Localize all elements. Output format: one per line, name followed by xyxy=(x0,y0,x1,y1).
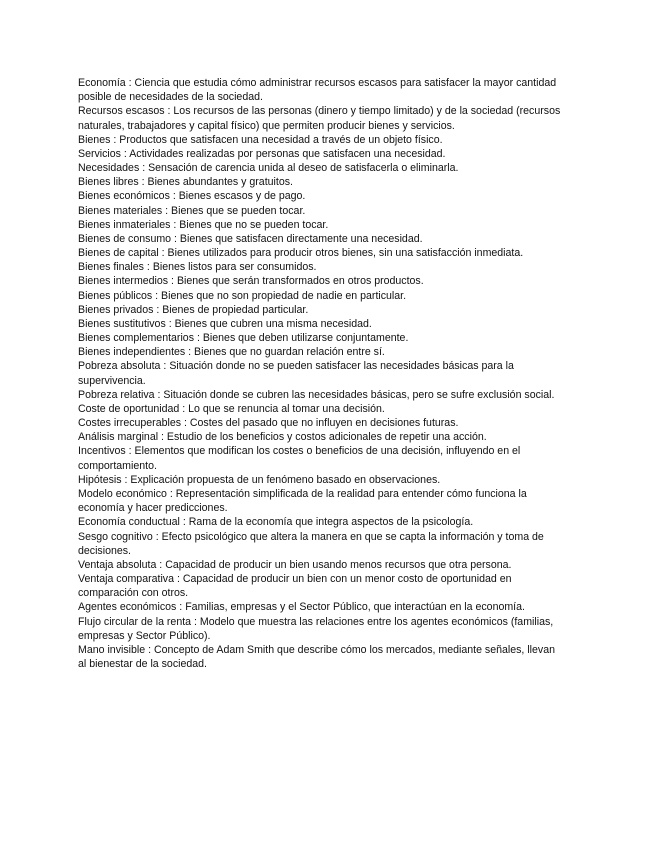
glossary-definition: Explicación propuesta de un fenómeno basado en observaciones. xyxy=(130,473,441,486)
glossary-definition: Ciencia que estudia cómo administrar recursos escasos para satisfacer la mayor cantidad posible de necesidades de la sociedad. xyxy=(78,77,557,104)
glossary-definition: Estudio de los beneficios y costos adicionales de repetir una acción. xyxy=(166,431,487,444)
glossary-term: Análisis marginal xyxy=(78,431,159,444)
glossary-definition: Bienes que no guardan relación entre sí. xyxy=(194,346,385,359)
glossary-document xyxy=(78,76,566,671)
glossary-term: Bienes intermedios xyxy=(78,275,169,288)
glossary-entry xyxy=(78,515,566,529)
term-separator: : xyxy=(179,516,189,529)
term-separator: : xyxy=(152,530,162,543)
term-separator: : xyxy=(158,431,167,444)
glossary-definition: Familias, empresas y el Sector Público, que interactúan en la economía. xyxy=(185,601,525,614)
glossary-definition: Bienes que no son propiedad de nadie en particular. xyxy=(161,289,407,302)
glossary-definition: Bienes de propiedad particular. xyxy=(162,303,309,316)
glossary-term: Bienes inmateriales xyxy=(78,218,171,231)
glossary-entry xyxy=(78,161,566,175)
glossary-entry xyxy=(78,331,566,345)
glossary-term: Economía xyxy=(78,77,126,89)
glossary-term: Servicios xyxy=(78,147,121,160)
glossary-definition: Situación donde no se pueden satisfacer las necesidades básicas para la supervivencia. xyxy=(78,360,514,387)
glossary-entry xyxy=(78,600,566,614)
term-separator: : xyxy=(162,204,172,217)
glossary-entry xyxy=(78,133,566,147)
glossary-definition: Capacidad de producir un bien usando menos recursos que otra persona. xyxy=(165,558,512,571)
glossary-term: Bienes sustitutivos xyxy=(78,317,166,330)
glossary-definition: Representación simplificada de la realidad para entender cómo funciona la economía y hacer predicciones. xyxy=(78,487,527,515)
glossary-definition: Bienes que serán transformados en otros productos. xyxy=(176,275,424,288)
glossary-term: Bienes de capital xyxy=(78,247,159,260)
glossary-definition: Productos que satisfacen una necesidad a través de un objeto físico. xyxy=(119,133,443,146)
glossary-entry xyxy=(78,246,566,260)
term-separator: : xyxy=(158,247,168,260)
term-separator: : xyxy=(143,261,153,274)
glossary-term: Coste de oportunidad xyxy=(78,402,180,415)
glossary-term: Bienes de consumo xyxy=(78,232,172,245)
glossary-term: Bienes privados xyxy=(78,303,154,316)
glossary-entry xyxy=(78,232,566,246)
glossary-term: Sesgo cognitivo xyxy=(78,530,153,543)
glossary-term: Pobreza absoluta xyxy=(78,360,161,373)
glossary-definition: Rama de la economía que integra aspectos de la psicología. xyxy=(188,516,474,529)
glossary-entry xyxy=(78,303,566,317)
glossary-term: Bienes económicos xyxy=(78,190,170,203)
glossary-entry xyxy=(78,76,566,104)
glossary-entry xyxy=(78,487,566,515)
term-separator: : xyxy=(121,473,131,486)
glossary-entry xyxy=(78,175,566,189)
term-separator: : xyxy=(176,601,186,614)
term-separator: : xyxy=(171,232,180,245)
term-separator: : xyxy=(181,417,190,430)
glossary-definition: Bienes que deben utilizarse conjuntamente. xyxy=(202,332,409,345)
glossary-entry xyxy=(78,643,566,671)
glossary-entry xyxy=(78,416,566,430)
glossary-term: Incentivos xyxy=(78,445,126,458)
glossary-definition: Concepto de Adam Smith que describe cómo los mercados, mediante señales, llevan al bienestar de la sociedad. xyxy=(78,643,555,671)
glossary-entry xyxy=(78,147,566,161)
term-separator: : xyxy=(153,303,163,316)
glossary-definition: Bienes que se pueden tocar. xyxy=(171,204,306,217)
glossary-term: Bienes independientes xyxy=(78,346,186,359)
glossary-definition: Bienes listos para ser consumidos. xyxy=(152,261,317,274)
glossary-definition: Bienes utilizados para producir otros bienes, sin una satisfacción inmediata. xyxy=(167,247,524,260)
glossary-definition: Actividades realizadas por personas que satisfacen una necesidad. xyxy=(129,147,446,160)
glossary-term: Pobreza relativa xyxy=(78,388,155,401)
glossary-term: Bienes materiales xyxy=(78,204,163,217)
term-separator: : xyxy=(145,643,154,656)
glossary-definition: Sensación de carencia unida al deseo de satisfacerla o eliminarla. xyxy=(148,162,459,175)
glossary-entry xyxy=(78,572,566,600)
glossary-term: Economía conductual xyxy=(78,516,180,529)
glossary-entry xyxy=(78,345,566,359)
glossary-entry xyxy=(78,189,566,203)
glossary-term: Agentes económicos xyxy=(78,601,177,614)
glossary-entry xyxy=(78,289,566,303)
glossary-entry xyxy=(78,104,566,132)
term-separator: : xyxy=(120,147,130,160)
glossary-entry xyxy=(78,274,566,288)
glossary-entry xyxy=(78,359,566,387)
glossary-term: Costes irrecuperables xyxy=(78,417,182,430)
glossary-term: Modelo económico xyxy=(78,487,167,500)
glossary-definition: Bienes abundantes y gratuitos. xyxy=(147,176,293,189)
term-separator: : xyxy=(174,573,183,586)
glossary-entry xyxy=(78,615,566,643)
glossary-definition: Bienes que cubren una misma necesidad. xyxy=(174,317,372,330)
glossary-entry xyxy=(78,530,566,558)
glossary-entry xyxy=(78,473,566,487)
glossary-term: Bienes finales xyxy=(78,261,144,274)
term-separator: : xyxy=(185,346,195,359)
glossary-definition: Elementos que modifican los costes o beneficios de una decisión, influyendo en el comportamiento. xyxy=(78,445,521,472)
term-separator: : xyxy=(139,162,149,175)
glossary-entry xyxy=(78,430,566,444)
glossary-term: Hipótesis xyxy=(78,473,122,486)
glossary-definition: Bienes escasos y de pago. xyxy=(178,190,306,203)
term-separator: : xyxy=(165,317,175,330)
glossary-term: Bienes complementarios xyxy=(78,332,194,345)
glossary-definition: Lo que se renuncia al tomar una decisión. xyxy=(188,402,385,415)
term-separator: : xyxy=(152,289,162,302)
glossary-entry xyxy=(78,402,566,416)
term-separator: : xyxy=(170,218,180,231)
glossary-entry xyxy=(78,444,566,472)
glossary-term: Ventaja absoluta xyxy=(78,558,157,571)
glossary-term: Bienes públicos xyxy=(78,289,153,302)
term-separator: : xyxy=(160,360,170,373)
glossary-entry xyxy=(78,388,566,402)
glossary-term: Bienes xyxy=(78,133,111,146)
term-separator: : xyxy=(191,615,200,628)
glossary-entry xyxy=(78,558,566,572)
term-separator: : xyxy=(125,77,135,89)
glossary-term: Recursos escasos xyxy=(78,105,165,118)
term-separator: : xyxy=(154,388,164,401)
term-separator: : xyxy=(110,133,120,146)
glossary-definition: Situación donde se cubren las necesidades básicas, pero se sufre exclusión social. xyxy=(163,388,555,401)
glossary-definition: Bienes que no se pueden tocar. xyxy=(179,218,329,231)
term-separator: : xyxy=(169,190,179,203)
glossary-definition: Capacidad de producir un bien con un menor costo de oportunidad en comparación con otros. xyxy=(78,573,512,600)
glossary-term: Mano invisible xyxy=(78,643,146,656)
term-separator: : xyxy=(166,487,176,500)
glossary-entry xyxy=(78,218,566,232)
glossary-definition: Efecto psicológico que altera la manera en que se capta la información y toma de decisiones. xyxy=(78,530,544,557)
glossary-entry xyxy=(78,260,566,274)
glossary-term: Necesidades xyxy=(78,162,140,175)
term-separator: : xyxy=(179,402,189,415)
glossary-entry xyxy=(78,204,566,218)
glossary-definition: Costes del pasado que no influyen en decisiones futuras. xyxy=(189,417,459,430)
term-separator: : xyxy=(194,332,203,345)
glossary-entry xyxy=(78,317,566,331)
term-separator: : xyxy=(125,445,135,458)
term-separator: : xyxy=(168,275,177,288)
term-separator: : xyxy=(156,558,166,571)
term-separator: : xyxy=(164,105,174,118)
glossary-term: Ventaja comparativa xyxy=(78,573,174,586)
glossary-definition: Modelo que muestra las relaciones entre los agentes económicos (familias, empresas y Sector Público). xyxy=(78,615,554,642)
glossary-definition: Bienes que satisfacen directamente una necesidad. xyxy=(179,232,423,245)
glossary-term: Bienes libres xyxy=(78,176,139,189)
term-separator: : xyxy=(138,176,148,189)
glossary-term: Flujo circular de la renta xyxy=(78,615,192,628)
glossary-definition: Los recursos de las personas (dinero y tiempo limitado) y de la sociedad (recursos naturales, trabajadores y capital físico) que permiten producir bienes y servicios. xyxy=(78,105,561,132)
